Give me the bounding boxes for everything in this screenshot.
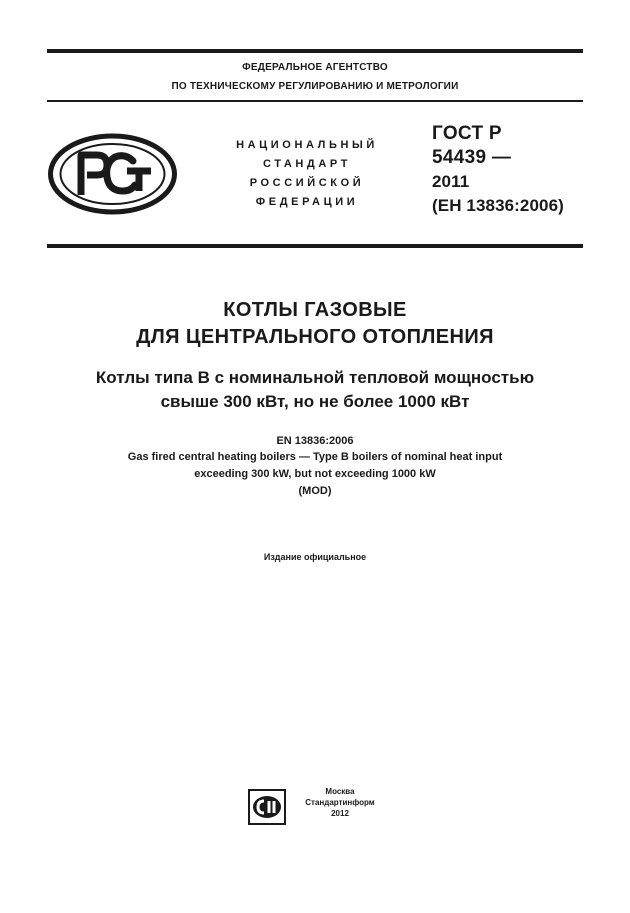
document-title-line-2: ДЛЯ ЦЕНТРАЛЬНОГО ОТОПЛЕНИЯ: [136, 326, 494, 348]
national-line-4: ФЕДЕРАЦИИ: [255, 196, 359, 208]
national-line-3: РОССИЙСКОЙ: [249, 177, 365, 189]
gost-line-2: 54439 —: [432, 147, 512, 168]
en-reference-line-3: (MOD): [298, 485, 332, 497]
en-reference-code: EN 13836:2006: [276, 435, 354, 447]
header-divider-rule: [47, 100, 583, 102]
publisher-logo: [248, 789, 286, 825]
document-title-line-1: КОТЛЫ ГАЗОВЫЕ: [223, 299, 407, 321]
edition-label: Издание официальное: [263, 552, 367, 562]
national-line-1: НАЦИОНАЛЬНЫЙ: [236, 139, 378, 151]
document-subtitle-line-2: свыше 300 кВт, но не более 1000 кВт: [160, 392, 470, 411]
national-line-2: СТАНДАРТ: [262, 158, 352, 170]
publisher-city: Москва: [325, 787, 355, 796]
agency-name-line-1: ФЕДЕРАЛЬНОЕ АГЕНТСТВО: [242, 62, 388, 73]
publisher-info: [294, 786, 386, 819]
gost-line-1: ГОСТ Р: [432, 123, 502, 144]
gost-r-certification-logo: [47, 133, 178, 215]
logo-text: РСТ: [47, 133, 49, 134]
publisher-name: Стандартинформ: [305, 798, 375, 807]
en-reference-line-2: exceeding 300 kW, but not exceeding 1000 kW: [194, 468, 436, 480]
gost-designation: [432, 122, 564, 218]
top-rule: [47, 49, 583, 53]
document-subtitle-line-1: Котлы типа В с номинальной тепловой мощностью: [95, 368, 535, 387]
middle-rule: [47, 244, 583, 248]
en-reference-line-1: Gas fired central heating boilers — Type B boilers of nominal heat input: [127, 451, 503, 463]
publisher-year: 2012: [331, 809, 349, 818]
national-standard-label: [200, 136, 414, 212]
gost-line-4: (ЕН 13836:2006): [432, 196, 564, 215]
gost-line-3: 2011: [432, 172, 470, 191]
agency-name-line-2: ПО ТЕХНИЧЕСКОМУ РЕГУЛИРОВАНИЮ И МЕТРОЛОГИИ: [171, 81, 459, 92]
